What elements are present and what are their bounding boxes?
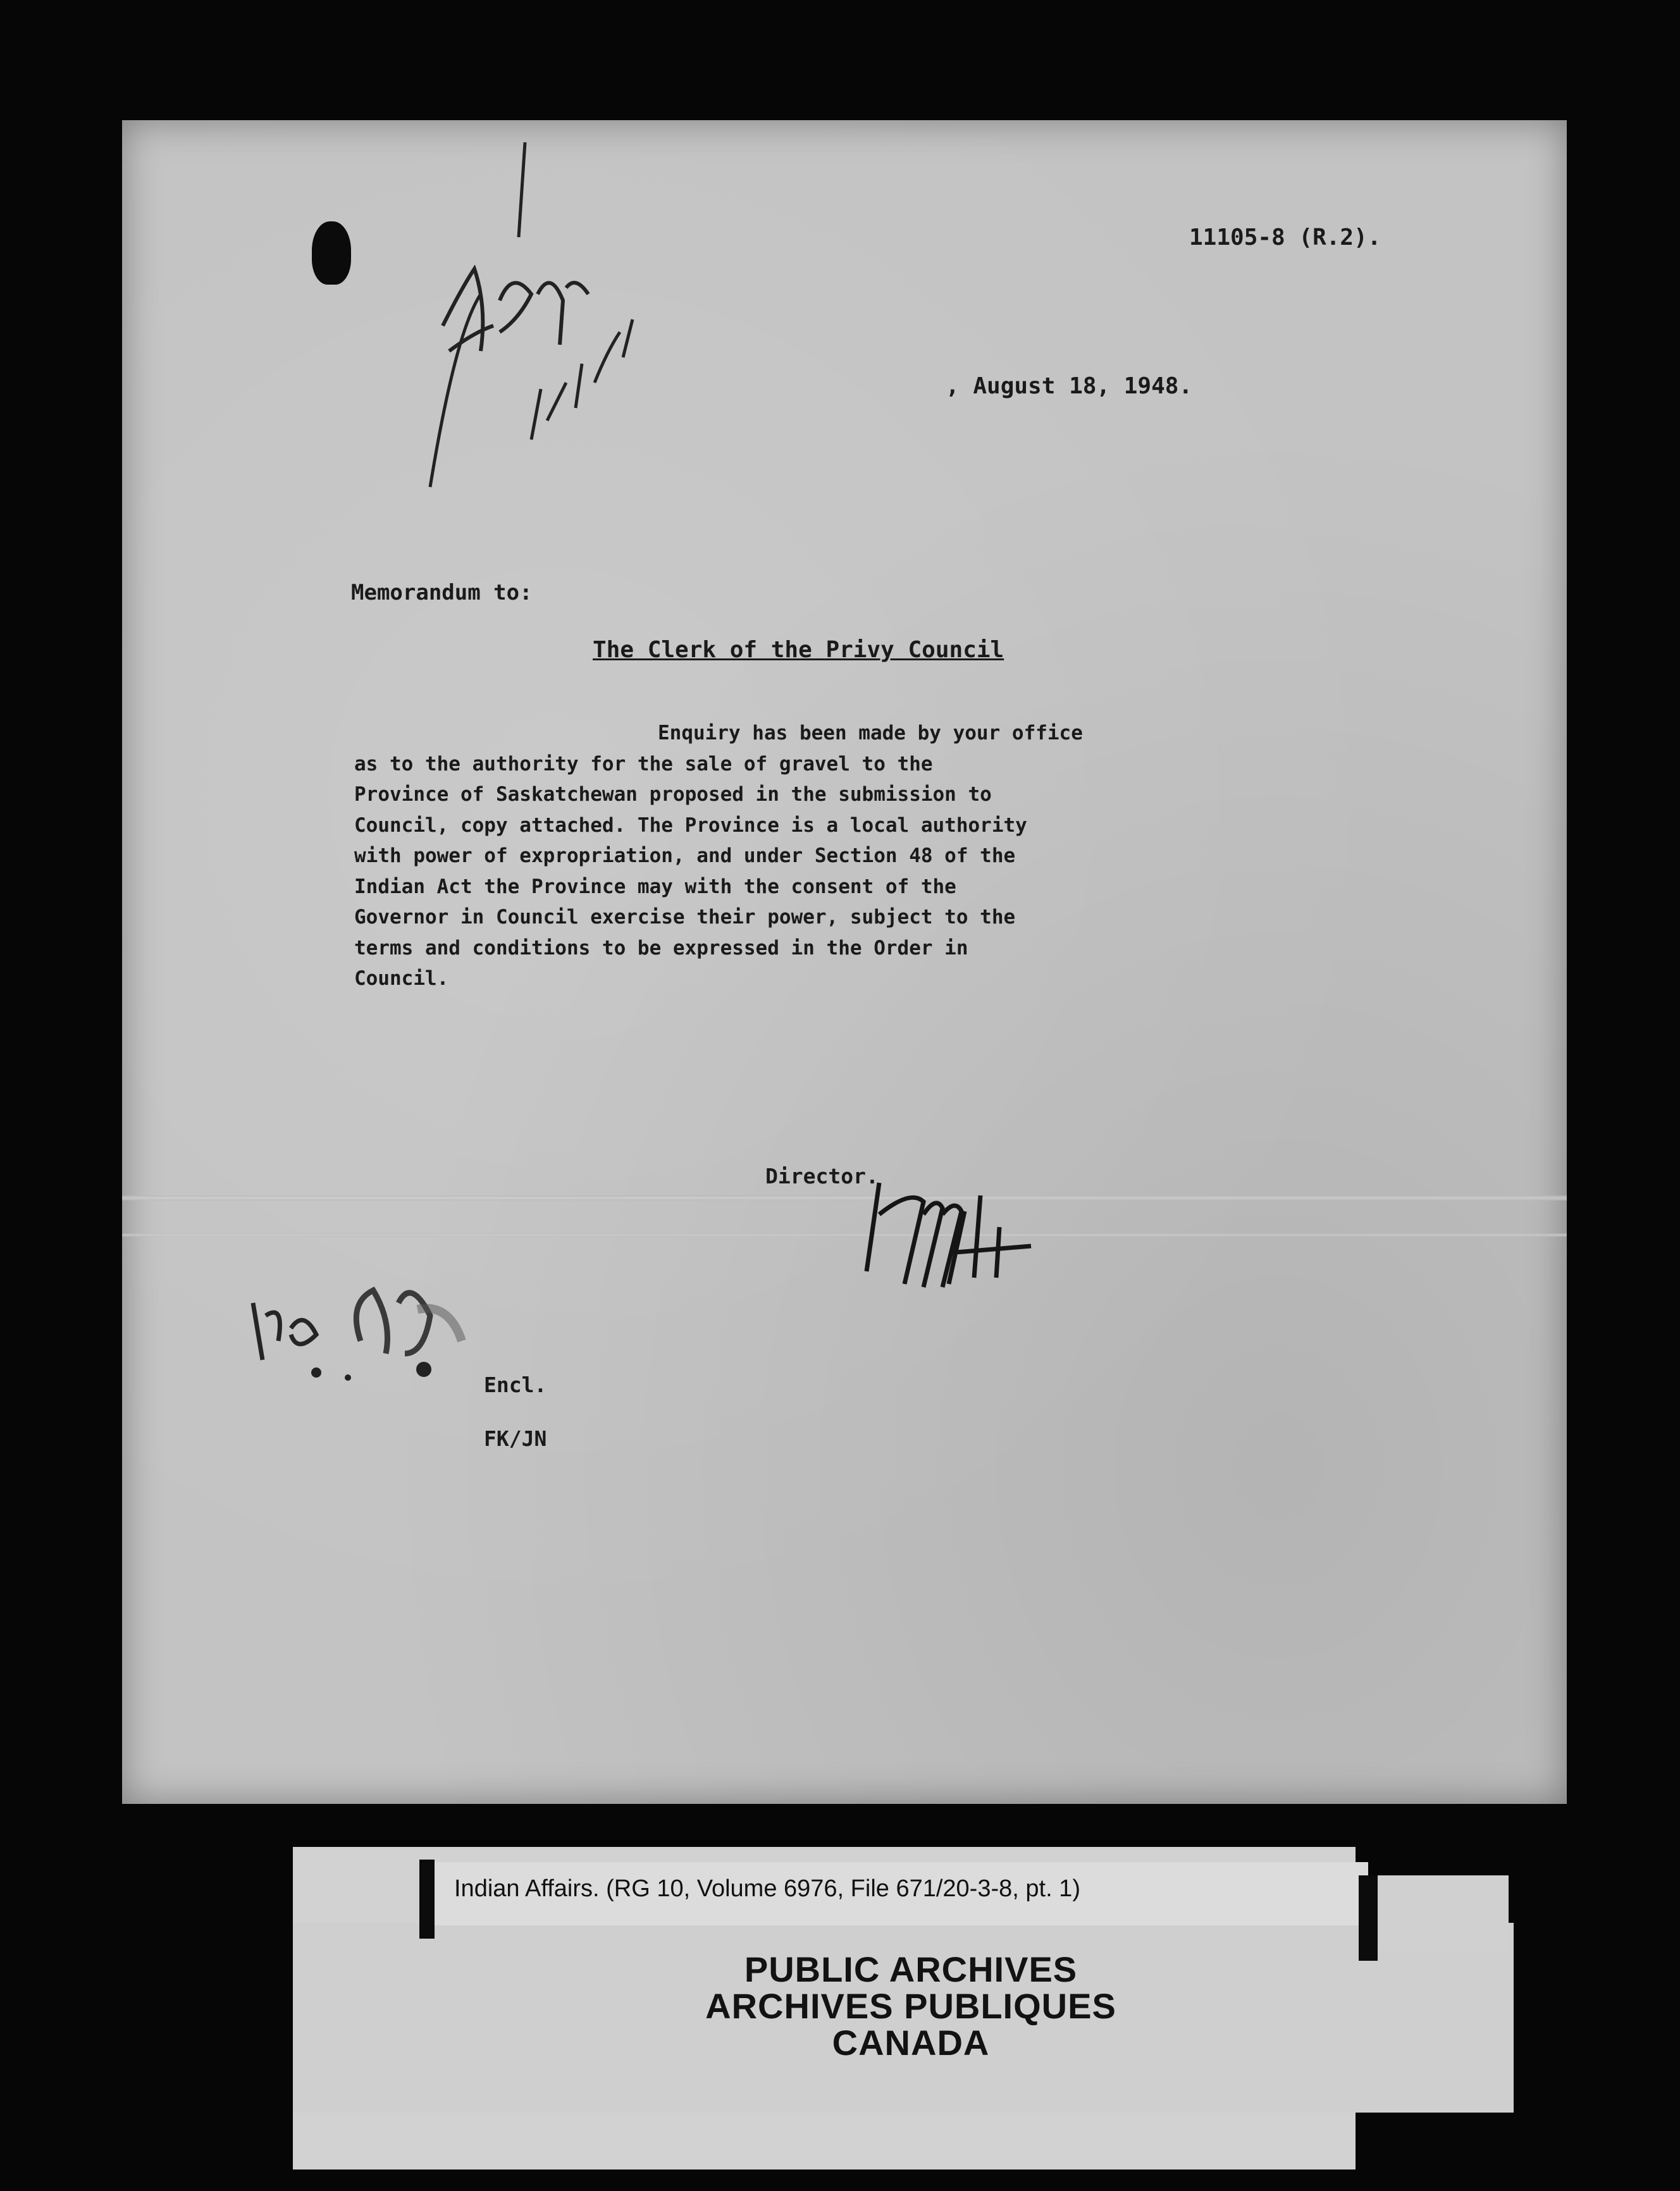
handwritten-initials (240, 1265, 493, 1385)
addressee: The Clerk of the Privy Council (593, 637, 1004, 663)
memo-heading: Memorandum to: (351, 580, 533, 605)
body-line: Council, copy attached. The Province is a local authority (354, 813, 1027, 837)
body-line: Indian Act the Province may with the consent of the (354, 875, 956, 898)
body-line: Province of Saskatchewan proposed in the submission to (354, 783, 992, 806)
body-line: Enquiry has been made by your office (658, 722, 1083, 744)
paper-crease (122, 1233, 1567, 1237)
body-line: as to the authority for the sale of gravel to the (354, 752, 933, 775)
director-signature (854, 1176, 1044, 1297)
punch-hole (312, 221, 351, 285)
label-bar (419, 1860, 435, 1939)
file-reference: 11105-8 (R.2). (1189, 225, 1381, 250)
label-bar (1359, 1875, 1378, 1961)
body-line: Council. (354, 967, 449, 990)
archive-name-french: ARCHIVES PUBLIQUES (705, 1986, 1116, 2026)
body-line: with power of expropriation, and under Section 48 of the (354, 844, 1016, 867)
letter-date: , August 18, 1948. (946, 373, 1193, 399)
typist-initials: FK/JN (484, 1426, 547, 1451)
archive-name-english: PUBLIC ARCHIVES (744, 1949, 1078, 1989)
letter-body (354, 718, 1366, 994)
body-line: terms and conditions to be expressed in the Order in (354, 936, 968, 960)
enclosure-note: Encl. (484, 1373, 547, 1397)
label-tab (1376, 1875, 1509, 1951)
archive-country: CANADA (832, 2023, 990, 2063)
body-line: Governor in Council exercise their power, subject to the (354, 906, 1016, 929)
paper-crease (122, 1195, 1567, 1200)
handwritten-annotation (405, 142, 645, 497)
archive-citation: Indian Affairs. (RG 10, Volume 6976, File 671/20-3-8, pt. 1) (454, 1875, 1080, 1902)
signature-title: Director. (765, 1164, 879, 1188)
